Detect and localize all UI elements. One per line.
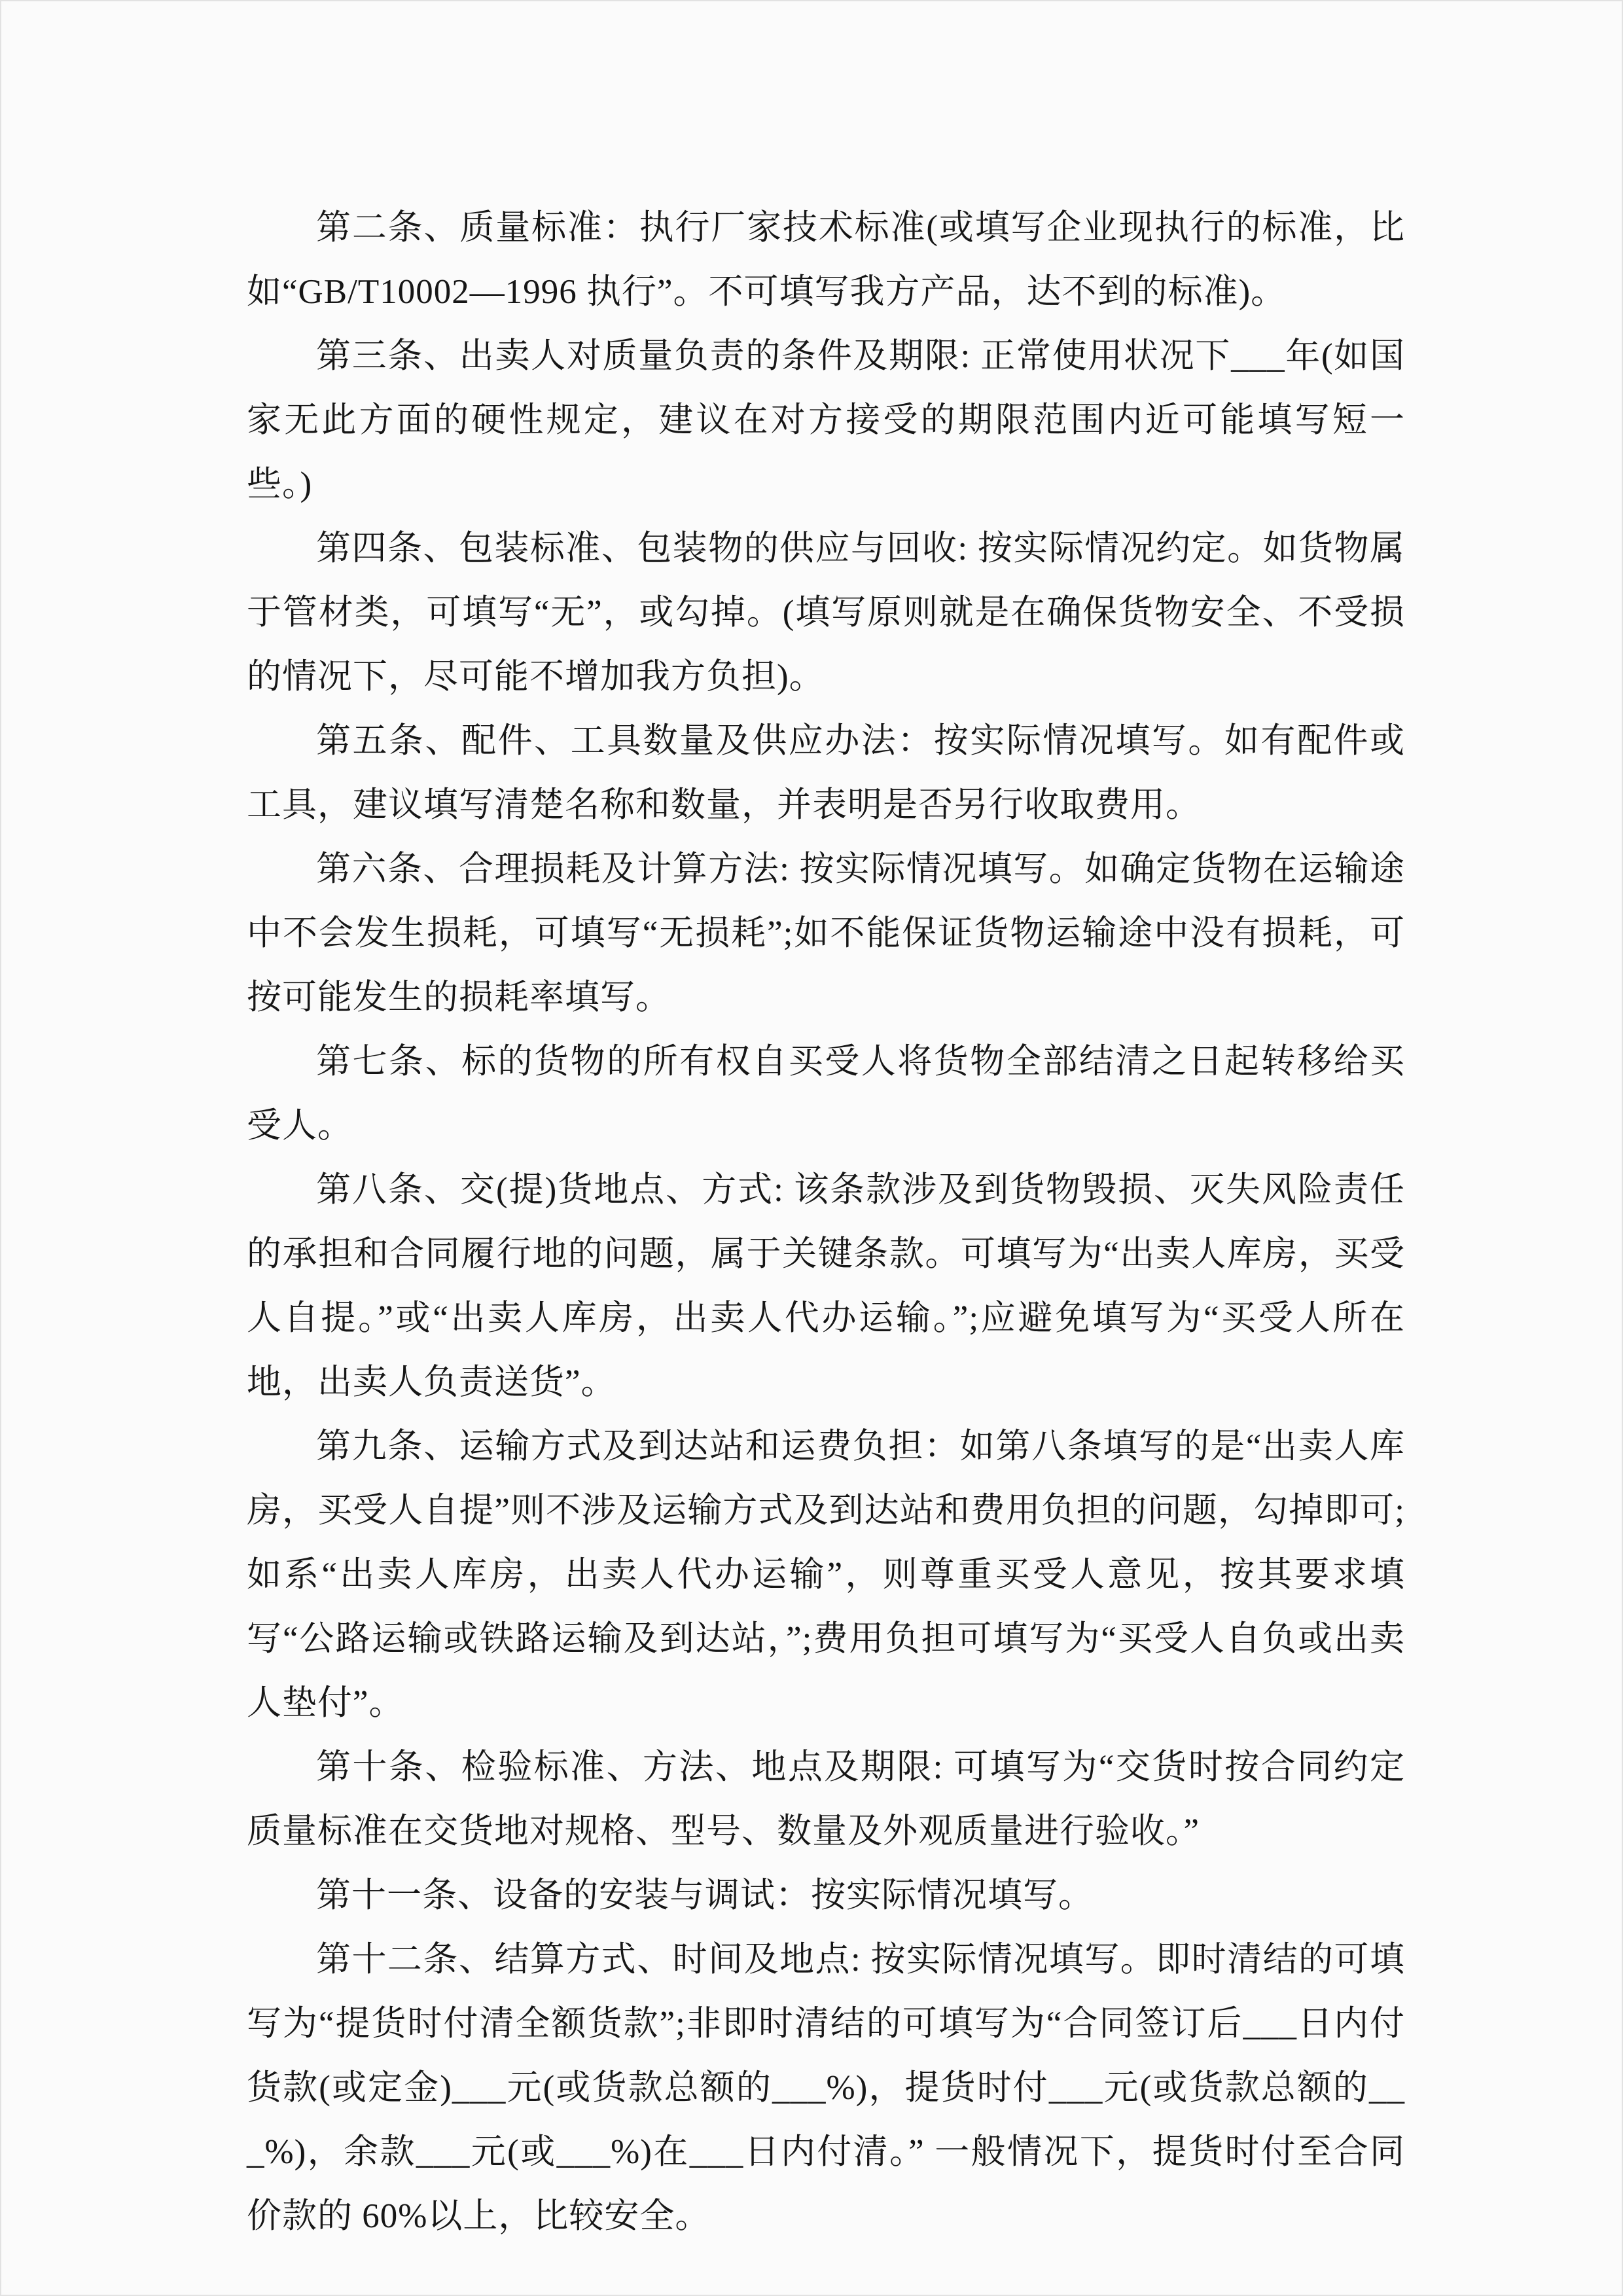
paragraph-clause-11: 第十一条、设备的安装与调试：按实际情况填写。: [316, 1876, 1094, 1914]
paragraph-clause-2: 第二条、质量标准：执行厂家技术标准(或填写企业现执行的标准，比如“GB/T10002—1996 执行”。不可填写我方产品，达不到的标准)。: [247, 209, 1405, 311]
paragraph-clause-5: 第五条、配件、工具数量及供应办法：按实际情况填写。如有配件或工具，建议填写清楚名称和数量，并表明是否另行收取费用。: [247, 722, 1405, 824]
paragraph-clause-10: 第十条、检验标准、方法、地点及期限: 可填写为“交货时按合同约定质量标准在交货地对规格、型号、数量及外观质量进行验收。”: [247, 1748, 1405, 1850]
paragraph-clause-6: 第六条、合理损耗及计算方法: 按实际情况填写。如确定货物在运输途中不会发生损耗，可填写“无损耗”;如不能保证货物运输途中没有损耗，可按可能发生的损耗率填写。: [247, 850, 1405, 1016]
paragraph-clause-9: 第九条、运输方式及到达站和运费负担：如第八条填写的是“出卖人库房，买受人自提”则不涉及运输方式及到达站和费用负担的问题，勾掉即可;如系“出卖人库房，出卖人代办运输”，则尊重买受人意见，按其要求填写“公路运输或铁路运输及到达站，”;费用负担可填写为“买受人自负或出卖人垫付”。: [247, 1427, 1405, 1722]
document-body-text: [247, 196, 1405, 2248]
paragraph-clause-12: 第十二条、结算方式、时间及地点: 按实际情况填写。即时清结的可填写为“提货时付清全额货款”;非即时清结的可填写为“合同签订后___日内付货款(或定金)___元(或货款总额的___%)，提货时付___元(或货款总额的___%)，余款___元(或___%)在___日内付清。” 一般情况下，提货时付至合同价款的 60%以上，比较安全。: [247, 1941, 1405, 2235]
paragraph-clause-8: 第八条、交(提)货地点、方式: 该条款涉及到货物毁损、灭失风险责任的承担和合同履行地的问题，属于关键条款。可填写为“出卖人库房，买受人自提。”或“出卖人库房，出卖人代办运输。”;应避免填写为“买受人所在地，出卖人负责送货”。: [247, 1171, 1405, 1401]
paragraph-clause-7: 第七条、标的货物的所有权自买受人将货物全部结清之日起转移给买受人。: [247, 1043, 1405, 1145]
paragraph-clause-3: 第三条、出卖人对质量负责的条件及期限: 正常使用状况下___年(如国家无此方面的硬性规定，建议在对方接受的期限范围内近可能填写短一些。): [247, 337, 1405, 503]
paragraph-clause-4: 第四条、包装标准、包装物的供应与回收: 按实际情况约定。如货物属于管材类，可填写“无”，或勾掉。(填写原则就是在确保货物安全、不受损的情况下，尽可能不增加我方负担)。: [247, 529, 1405, 696]
